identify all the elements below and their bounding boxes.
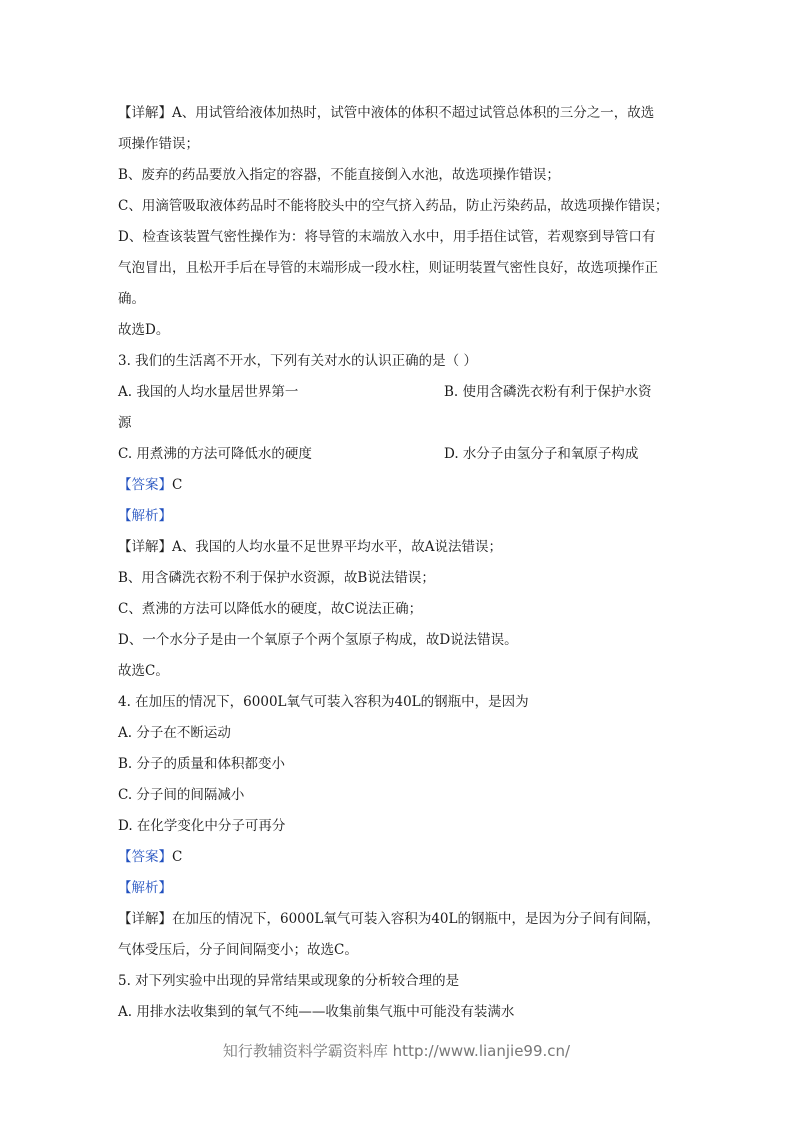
option-c: C. 用煮沸的方法可降低水的硬度 — [118, 446, 312, 462]
question-3-options-row-2 — [118, 439, 678, 470]
detail-line: 故选C。 — [118, 663, 169, 679]
option-b: B. 使用含磷洗衣粉有利于保护水资 — [444, 384, 652, 400]
detail-line: D、一个水分子是由一个氧原子个两个氢原子构成，故D说法错误。 — [118, 632, 518, 648]
question-4-stem: 4. 在加压的情况下，6000L氧气可装入容积为40L的钢瓶中，是因为 — [118, 694, 529, 710]
option-a: A. 分子在不断运动 — [118, 725, 231, 741]
detail-line — [118, 904, 678, 935]
option-d: D. 水分子由氢分子和氧原子构成 — [444, 446, 639, 462]
question-5-stem: 5. 对下列实验中出现的异常结果或现象的分析较合理的是 — [118, 973, 460, 989]
option-b-continued: 源 — [118, 415, 132, 431]
footer-watermark: 知行教辅资料学霸资料库 http://www.lianjie99.cn/ — [222, 1042, 571, 1060]
answer-line — [118, 842, 678, 873]
detail-line — [118, 532, 678, 563]
detail-tag: 【详解】 — [118, 539, 172, 555]
detail-text: 在加压的情况下，6000L氧气可装入容积为40L的钢瓶中，是因为分子间有间隔， — [172, 911, 660, 927]
option-b: B. 分子的质量和体积都变小 — [118, 756, 286, 772]
text-line: 气泡冒出，且松开手后在导管的末端形成一段水柱，则证明装置气密性良好，故选项操作正 — [118, 260, 658, 276]
answer-tag: 【答案】 — [118, 477, 172, 493]
question-3-options-row-1 — [118, 377, 678, 408]
option-a: A. 我国的人均水量居世界第一 — [118, 384, 299, 400]
detail-line: C、煮沸的方法可以降低水的硬度，故C说法正确； — [118, 601, 423, 617]
question-3-stem: 3. 我们的生活离不开水，下列有关对水的认识正确的是（ ） — [118, 353, 477, 369]
detail-line: B、用含磷洗衣粉不利于保护水资源，故B说法错误； — [118, 570, 435, 586]
text-line: 项操作错误； — [118, 136, 199, 152]
text-line: 故选D。 — [118, 322, 170, 338]
analysis-tag: 【解析】 — [118, 508, 172, 524]
detail-tag: 【详解】 — [118, 911, 172, 927]
option-c: C. 分子间的间隔减小 — [118, 787, 245, 803]
detail-text: A、我国的人均水量不足世界平均水平，故A说法错误； — [172, 539, 502, 555]
option-a: A. 用排水法收集到的氧气不纯——收集前集气瓶中可能没有装满水 — [118, 1004, 515, 1020]
detail-line: 气体受压后，分子间间隔变小；故选C。 — [118, 942, 358, 958]
text-line: 【详解】A、用试管给液体加热时，试管中液体的体积不超过试管总体积的三分之一，故选 — [118, 105, 655, 121]
document-page — [118, 98, 678, 1028]
answer-line — [118, 470, 678, 501]
answer-value: C — [172, 849, 183, 865]
answer-value: C — [172, 477, 183, 493]
answer-tag: 【答案】 — [118, 849, 172, 865]
analysis-tag: 【解析】 — [118, 880, 172, 896]
text-line: C、用滴管吸取液体药品时不能将胶头中的空气挤入药品，防止污染药品，故选项操作错误； — [118, 198, 669, 214]
option-d: D. 在化学变化中分子可再分 — [118, 818, 286, 834]
text-line: D、检查该装置气密性操作为：将导管的末端放入水中，用手捂住试管，若观察到导管口有 — [118, 229, 656, 245]
text-line: 确。 — [118, 291, 145, 307]
text-line: B、废弃的药品要放入指定的容器，不能直接倒入水池，故选项操作错误； — [118, 167, 560, 183]
